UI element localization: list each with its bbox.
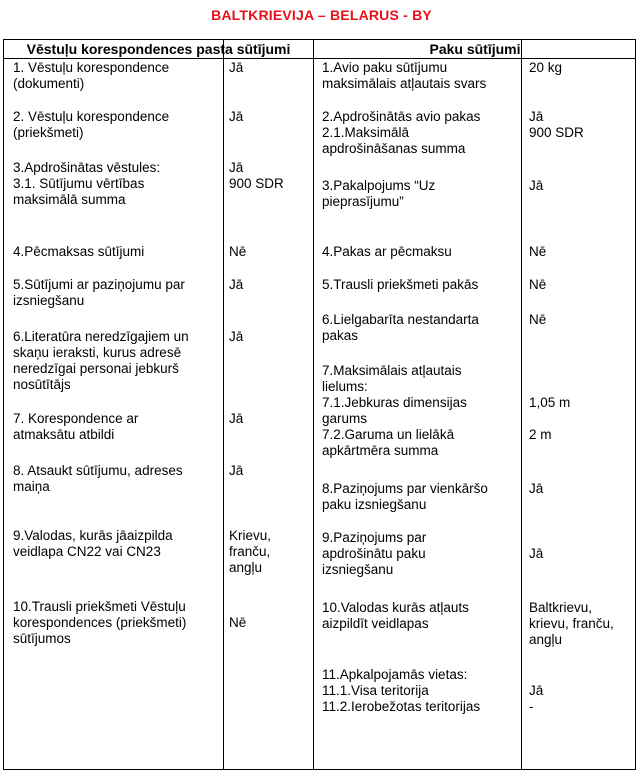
right-item-5-label xyxy=(322,277,478,293)
label-line: 8.Paziņojums par vienkāršo xyxy=(322,481,488,496)
label-line: 2. Vēstuļu korespondence xyxy=(13,109,170,124)
value-line: Nē xyxy=(529,244,547,259)
right-item-1-value xyxy=(529,60,562,76)
right-item-5-value xyxy=(529,277,546,293)
right-item-10-value xyxy=(529,600,614,648)
left-item-8-value xyxy=(229,463,243,479)
left-item-5-label xyxy=(13,277,185,309)
label-line: (dokumenti) xyxy=(13,76,85,91)
right-item-2-value xyxy=(529,109,584,141)
label-line: 3.Apdrošinātas vēstules: xyxy=(13,160,161,175)
value-line: Jā xyxy=(229,277,244,292)
right-item-8-label xyxy=(322,481,488,513)
document-title: BALTKRIEVIJA – BELARUS - BY xyxy=(211,7,432,23)
value-line: Nē xyxy=(229,615,247,630)
right-value-divider xyxy=(521,40,522,769)
label-line: maksimālā summa xyxy=(13,192,126,207)
left-item-6-label xyxy=(13,329,189,393)
left-item-8-label xyxy=(13,463,183,495)
value-line: Jā xyxy=(229,160,244,175)
right-item-9-label xyxy=(322,530,426,578)
label-line: maiņa xyxy=(13,479,50,494)
label-line: apdrošinātu paku xyxy=(322,546,426,561)
right-item-2-label xyxy=(322,109,480,157)
left-column-header: Vēstuļu korespondences pasta sūtījumi xyxy=(26,41,291,57)
value-line xyxy=(529,530,543,546)
value-line xyxy=(529,379,570,395)
left-item-2-value xyxy=(229,109,243,125)
label-line: lielums: xyxy=(322,379,368,394)
left-item-1-value xyxy=(229,60,243,76)
right-column-header: Paku sūtījumi xyxy=(429,41,521,57)
value-line: franču, xyxy=(229,544,271,559)
label-line: 6.Lielgabarīta nestandarta xyxy=(322,312,479,327)
label-line: (priekšmeti) xyxy=(13,125,84,140)
left-value-divider xyxy=(223,40,224,769)
label-line: 7. Korespondence ar xyxy=(13,411,139,426)
left-item-3-value xyxy=(229,160,284,192)
label-line: 3.Pakalpojums “Uz xyxy=(322,178,436,193)
label-line: 5.Sūtījumi ar paziņojumu par xyxy=(13,277,185,292)
label-line: 3.1. Sūtījumu vērtības xyxy=(13,176,145,191)
right-item-4-value xyxy=(529,244,546,260)
value-line: Jā xyxy=(529,683,544,698)
right-item-9-value xyxy=(529,530,543,562)
label-line: veidlapa CN22 vai CN23 xyxy=(13,544,161,559)
label-line: 5.Trausli priekšmeti pakās xyxy=(322,277,479,292)
value-line: Jā xyxy=(229,60,244,75)
label-line: 10.Valodas kurās atļauts xyxy=(322,600,469,615)
value-line: Jā xyxy=(529,546,544,561)
value-line: Jā xyxy=(229,329,244,344)
value-line: krievu, franču, xyxy=(529,616,614,631)
label-line: neredzīgai personai jebkurš xyxy=(13,361,179,376)
label-line: pieprasījumu” xyxy=(322,194,404,209)
label-line: atmaksātu atbildi xyxy=(13,427,115,442)
left-item-3-label xyxy=(13,160,160,208)
label-line: skaņu ieraksti, kurus adresē xyxy=(13,345,182,360)
label-line: 7.1.Jebkuras dimensijas xyxy=(322,395,467,410)
label-line: izsniegšanu xyxy=(322,562,394,577)
header-rule xyxy=(4,58,635,59)
right-item-7-value xyxy=(529,363,570,443)
label-line: 11.Apkalpojamās vietas: xyxy=(322,667,468,682)
value-line: angļu xyxy=(229,560,263,575)
left-item-7-label xyxy=(13,411,138,443)
services-table xyxy=(3,39,636,770)
value-line xyxy=(229,599,246,615)
left-item-7-value xyxy=(229,411,243,427)
value-line: angļu xyxy=(529,632,563,647)
label-line: 9.Valodas, kurās jāaizpilda xyxy=(13,528,173,543)
left-item-9-label xyxy=(13,528,173,560)
right-item-10-label xyxy=(322,600,469,632)
value-line: Jā xyxy=(229,109,244,124)
left-item-10-label xyxy=(13,599,186,647)
left-item-2-label xyxy=(13,109,169,141)
right-item-3-label xyxy=(322,178,435,210)
right-item-4-label xyxy=(322,244,452,260)
label-line: 4.Pēcmaksas sūtījumi xyxy=(13,244,145,259)
label-line: 9.Paziņojums par xyxy=(322,530,427,545)
left-item-6-value xyxy=(229,329,243,345)
label-line: izsniegšanu xyxy=(13,293,85,308)
right-item-11-label xyxy=(322,667,480,715)
left-item-9-value xyxy=(229,528,271,576)
right-item-3-value xyxy=(529,178,543,194)
value-line: Krievu, xyxy=(229,528,272,543)
value-line: Jā xyxy=(529,178,544,193)
right-item-6-value xyxy=(529,312,546,328)
value-line: Baltkrievu, xyxy=(529,600,593,615)
left-item-4-label xyxy=(13,244,144,260)
label-line: 2.1.Maksimālā xyxy=(322,125,410,140)
value-line: 900 SDR xyxy=(229,176,284,191)
label-line: sūtījumos xyxy=(13,631,71,646)
value-line: Jā xyxy=(229,463,244,478)
label-line: 2.Apdrošinātās avio pakas xyxy=(322,109,481,124)
right-item-7-label xyxy=(322,363,467,459)
value-line xyxy=(529,363,570,379)
label-line: 10.Trausli priekšmeti Vēstuļu xyxy=(13,599,186,614)
left-item-1-label xyxy=(13,60,169,92)
label-line: nosūtītājs xyxy=(13,377,71,392)
value-line: 2 m xyxy=(529,427,552,442)
center-divider xyxy=(313,40,314,769)
right-item-6-label xyxy=(322,312,479,344)
left-item-5-value xyxy=(229,277,243,293)
label-line: 1. Vēstuļu korespondence xyxy=(13,60,170,75)
value-line: 20 kg xyxy=(529,60,563,75)
label-line: 6.Literatūra neredzīgajiem un xyxy=(13,329,189,344)
label-line: 11.1.Visa teritorija xyxy=(322,683,429,698)
label-line: 1.Avio paku sūtījumu xyxy=(322,60,448,75)
label-line: pakas xyxy=(322,328,359,343)
value-line: Nē xyxy=(229,244,247,259)
value-line xyxy=(529,411,570,427)
value-line: Jā xyxy=(229,411,244,426)
label-line: 4.Pakas ar pēcmaksu xyxy=(322,244,452,259)
value-line: 1,05 m xyxy=(529,395,571,410)
value-line: Nē xyxy=(529,312,547,327)
label-line: 8. Atsaukt sūtījumu, adreses xyxy=(13,463,183,478)
label-line: 7.2.Garuma un lielākā xyxy=(322,427,455,442)
left-item-4-value xyxy=(229,244,246,260)
right-item-8-value xyxy=(529,481,543,497)
label-line: 11.2.Ierobežotas teritorijas xyxy=(322,699,481,714)
value-line: 900 SDR xyxy=(529,125,584,140)
value-line: Jā xyxy=(529,109,544,124)
label-line: apdrošināšanas summa xyxy=(322,141,466,156)
right-item-11-value xyxy=(529,667,543,715)
value-line: Jā xyxy=(529,481,544,496)
label-line: maksimālais atļautais svars xyxy=(322,76,487,91)
label-line: apkārtmēra summa xyxy=(322,443,439,458)
left-item-10-value xyxy=(229,599,246,631)
label-line: garums xyxy=(322,411,368,426)
label-line: paku izsniegšanu xyxy=(322,497,427,512)
label-line: korespondences (priekšmeti) xyxy=(13,615,187,630)
value-line: Nē xyxy=(529,277,547,292)
value-line xyxy=(529,667,543,683)
label-line: aizpildīt veidlapas xyxy=(322,616,429,631)
label-line: 7.Maksimālais atļautais xyxy=(322,363,462,378)
value-line: - xyxy=(529,699,534,714)
right-item-1-label xyxy=(322,60,486,92)
